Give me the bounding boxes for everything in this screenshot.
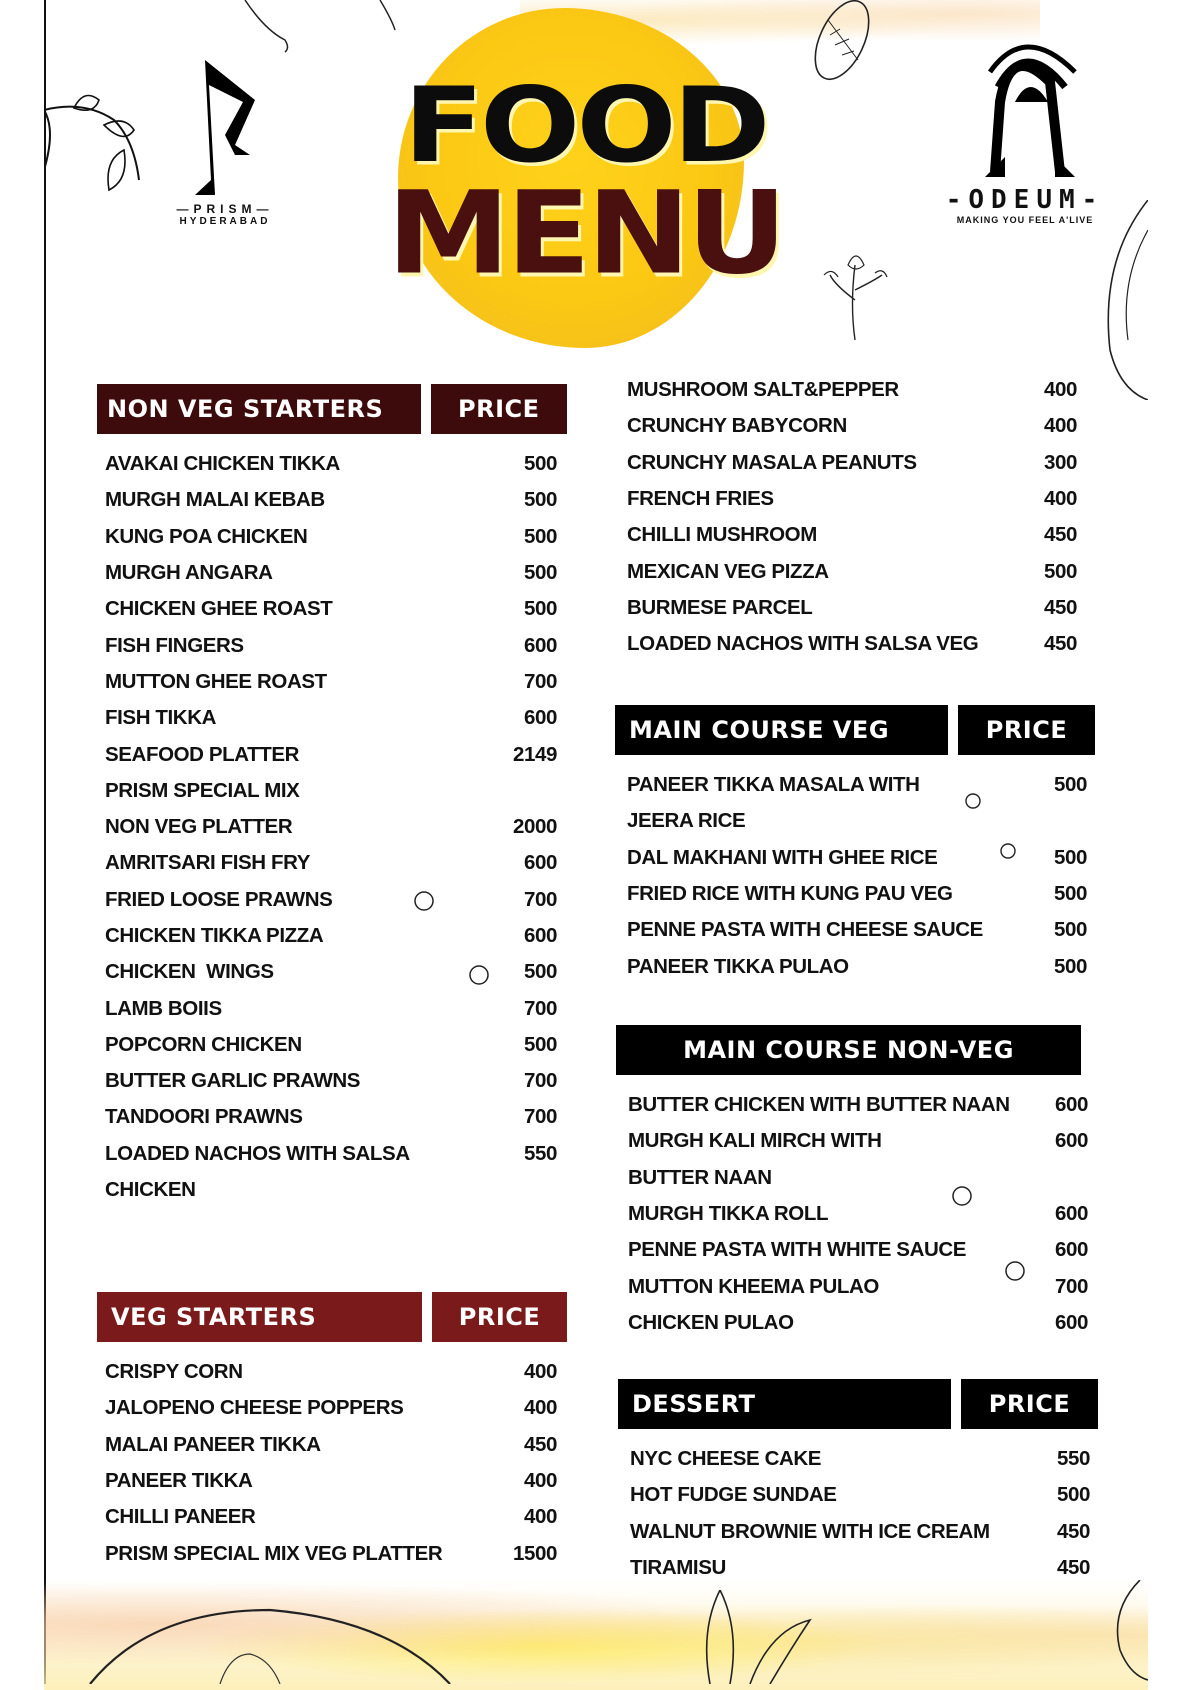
menu-item: BUTTER CHICKEN WITH BUTTER NAAN 600 [628,1093,1088,1117]
chili-sketch-icon [235,0,415,55]
odeum-arch-icon [970,42,1080,180]
menu-item: MALAI PANEER TIKKA 450 [105,1432,557,1456]
item-list [618,1441,1098,1586]
menu-item: BUTTER NAAN [628,1165,772,1189]
stamp-mark-icon [964,792,982,810]
music-note-flag-icon [185,60,265,195]
section-title: MAIN COURSE NON-VEG [616,1025,1081,1075]
menu-item: CHICKEN [105,1178,196,1202]
menu-item: JALOPENO CHEESE POPPERS 400 [105,1396,557,1420]
menu-item: PRISM SPECIAL MIX [105,778,300,802]
odeum-logo-name: -ODEUM- [945,185,1105,215]
menu-item: DAL MAKHANI WITH GHEE RICE 500 [627,845,1087,869]
menu-item: MUSHROOM SALT&PEPPER 400 [627,378,1077,402]
menu-item: PANEER TIKKA PULAO 500 [627,954,1087,978]
menu-item: POPCORN CHICKEN 500 [105,1032,557,1056]
section-title: MAIN COURSE VEG [615,705,948,755]
stamp-mark-icon [413,890,435,912]
section-veg-starters [97,1292,567,1572]
menu-item: LAMB BOIIS 700 [105,996,557,1020]
leaf-bundle-sketch-icon [650,1590,850,1684]
menu-item: MURGH MALAI KEBAB 500 [105,488,557,512]
menu-item: CHICKEN PULAO 600 [628,1310,1088,1334]
prism-logo [165,60,285,227]
menu-item: PANEER TIKKA 400 [105,1469,557,1493]
menu-item: AMRITSARI FISH FRY 600 [105,851,557,875]
stamp-mark-icon [1004,1260,1026,1282]
section-title: NON VEG STARTERS [97,384,421,434]
prism-logo-subtitle: HYDERABAD [179,216,271,227]
menu-item: MUTTON GHEE ROAST 700 [105,669,557,693]
shrimp-sketch-icon [1100,1580,1148,1684]
menu-item: KUNG POA CHICKEN 500 [105,524,557,548]
menu-item: MURGH KALI MIRCH WITH 600 [628,1129,1088,1153]
menu-item: CHILLI PANEER 400 [105,1505,557,1529]
item-list [97,1354,567,1572]
title-menu: MENU [386,167,784,301]
page-title [370,64,800,301]
menu-item: CHICKEN GHEE ROAST 500 [105,597,557,621]
menu-item: TANDOORI PRAWNS 700 [105,1105,557,1129]
menu-item: MUTTON KHEEMA PULAO 700 [628,1274,1088,1298]
stamp-mark-icon [468,964,490,986]
item-list [97,446,567,1208]
menu-item: NON VEG PLATTER 2000 [105,815,557,839]
price-column-header: PRICE [958,705,1095,755]
parsley-sprig-icon [44,80,174,220]
menu-item: WALNUT BROWNIE WITH ICE CREAM 450 [630,1519,1090,1543]
menu-item: MEXICAN VEG PIZZA 500 [627,559,1077,583]
menu-item: CHICKEN WINGS 500 [105,960,557,984]
menu-item: PENNE PASTA WITH CHEESE SAUCE 500 [627,918,1087,942]
plate-sketch-icon [1100,200,1148,400]
menu-item: MURGH ANGARA 500 [105,561,557,585]
leaf-sketch-icon [800,0,880,90]
menu-item: FRENCH FRIES 400 [627,487,1077,511]
menu-item: CHICKEN TIKKA PIZZA 600 [105,924,557,947]
section-main-course-non-veg [616,1025,1096,1341]
menu-item: FISH TIKKA 600 [105,706,557,730]
menu-item: CHILLI MUSHROOM 450 [627,523,1077,547]
menu-item: PENNE PASTA WITH WHITE SAUCE 600 [628,1238,1088,1262]
menu-item: JEERA RICE [627,809,746,833]
menu-item: LOADED NACHOS WITH SALSA VEG 450 [627,632,1077,656]
item-list [616,1087,1096,1341]
menu-item: BURMESE PARCEL 450 [627,595,1077,619]
menu-item: FRIED LOOSE PRAWNS 700 [105,887,557,911]
price-column-header: PRICE [961,1379,1098,1429]
section-main-course-veg [615,705,1095,985]
odeum-logo [930,42,1120,225]
section-non-veg-starters [97,384,567,1208]
section-title: VEG STARTERS [97,1292,422,1342]
menu-item: BUTTER GARLIC PRAWNS 700 [105,1069,557,1093]
menu-item: AVAKAI CHICKEN TIKKA 500 [105,452,557,476]
menu-item: CRISPY CORN 400 [105,1360,557,1384]
menu-item: PANEER TIKKA MASALA WITH 500 [627,773,1087,797]
item-list [627,372,1087,662]
menu-item: MURGH TIKKA ROLL 600 [628,1202,1088,1226]
price-column-header: PRICE [432,1292,567,1342]
menu-item: CRUNCHY MASALA PEANUTS 300 [627,450,1077,474]
herb-sprig-icon [820,245,890,340]
bowl-sketch-icon [70,1600,490,1684]
menu-item: PRISM SPECIAL MIX VEG PLATTER 1500 [105,1541,557,1565]
section-veg-starters-continued [627,372,1087,662]
menu-item: LOADED NACHOS WITH SALSA 550 [105,1141,557,1165]
stamp-mark-icon [999,842,1017,860]
menu-item: CRUNCHY BABYCORN 400 [627,414,1077,438]
item-list [615,767,1095,985]
section-dessert [618,1379,1098,1586]
stamp-mark-icon [951,1185,973,1207]
menu-item: SEAFOOD PLATTER 2149 [105,742,557,766]
prism-logo-name: —PRISM— [176,202,274,216]
price-column-header: PRICE [431,384,567,434]
title-food: FOOD [403,64,767,186]
menu-item: NYC CHEESE CAKE 550 [630,1447,1090,1471]
menu-item: TIRAMISU 450 [630,1556,1090,1580]
menu-item: FISH FINGERS 600 [105,633,557,657]
section-title: DESSERT [618,1379,951,1429]
menu-item: FRIED RICE WITH KUNG PAU VEG 500 [627,882,1087,906]
menu-item: HOT FUDGE SUNDAE 500 [630,1483,1090,1507]
odeum-logo-tagline: MAKING YOU FEEL A'LIVE [956,215,1094,225]
